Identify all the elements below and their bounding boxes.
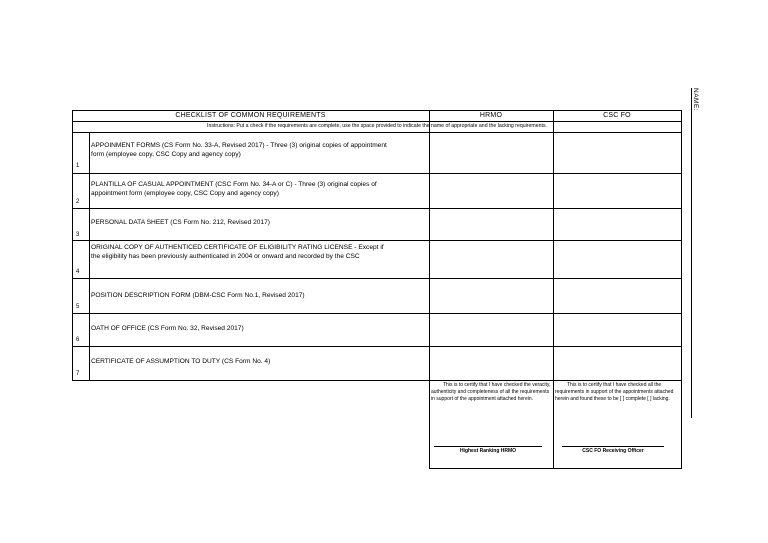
item-number-5: 5 (76, 304, 80, 310)
requirement-assumption-to-duty: CERTIFICATE OF ASSUMPTION TO DUTY (CS Form No. 4) (91, 358, 271, 365)
requirement-position-description: POSITION DESCRIPTION FORM (DBM-CSC Form No.1, Revised 2017) (91, 292, 305, 299)
name-label: NAME: (692, 88, 699, 112)
certification-bottom-border (429, 468, 682, 469)
item-number-3: 3 (76, 232, 80, 238)
item-number-7: 7 (76, 371, 80, 377)
cscfo-certification-text: This is to certify that I have checked all the requirements in support of the appointments attached herein and found these to be [ ] complete [ ] lacking. (555, 382, 674, 402)
checklist-title: CHECKLIST OF COMMON REQUIREMENTS (175, 112, 326, 119)
item-number-4: 4 (76, 269, 80, 275)
requirement-oath-of-office: OATH OF OFFICE (CS Form No. 32, Revised 2017) (91, 325, 244, 332)
hrmo-signatory-label: Highest Ranking HRMO (459, 448, 517, 454)
requirement-eligibility-certificate: ORIGINAL COPY OF AUTHENTICED CERTIFICATE OF ELIGIBILITY RATING LICENSE - Except if the eligibility has been previously authenticated in 2004 or onward and recorded by the CSC (91, 244, 384, 260)
number-column-divider (89, 132, 90, 381)
hrmo-signature-line (434, 446, 542, 447)
item-number-1: 1 (76, 163, 80, 169)
requirement-plantilla-casual: PLANTILLA OF CASUAL APPOINTMENT (CSC Form No. 34-A or C) - Three (3) original copies of appointment form (employee copy, CSC Copy and agency copy) (91, 181, 377, 197)
cscfo-signature-line (562, 446, 664, 447)
table-right-border (681, 110, 682, 469)
row-3-bottom (72, 240, 682, 241)
cscfo-column-divider (553, 110, 554, 469)
row-4-bottom (72, 278, 682, 279)
hrmo-certification-text: This is to certify that I have checked the veracity, authenticity and completeness of all the requirements in support of the appointment attached herein. (431, 382, 551, 402)
instructions: Instructions: Put a check if the requirements are complete, use the space provided to indicate the name of appropriate and the lacking requirements. (207, 123, 547, 129)
instructions-bottom-border (72, 132, 682, 133)
hrmo-column-divider (429, 110, 430, 469)
item-number-2: 2 (76, 199, 80, 205)
row-1-bottom (72, 173, 682, 174)
requirement-personal-data-sheet: PERSONAL DATA SHEET (CS Form No. 212, Revised 2017) (91, 219, 270, 226)
requirement-appointment-forms: APPOINMENT FORMS (CS Form No. 33-A, Revised 2017) - Three (3) original copies of appointment form (employee copy, CSC Copy and agency copy) (91, 142, 387, 158)
row-6-bottom (72, 346, 682, 347)
row-5-bottom (72, 313, 682, 314)
row-2-bottom (72, 208, 682, 209)
item-number-6: 6 (76, 337, 80, 343)
hrmo-column-header: HRMO (479, 112, 503, 119)
row-7-bottom (72, 380, 682, 381)
cscfo-column-header: CSC FO (603, 112, 631, 119)
table-left-border (72, 110, 73, 381)
name-line (691, 88, 692, 418)
cscfo-signatory-label: CSC FO Receiving Officer (582, 448, 644, 454)
